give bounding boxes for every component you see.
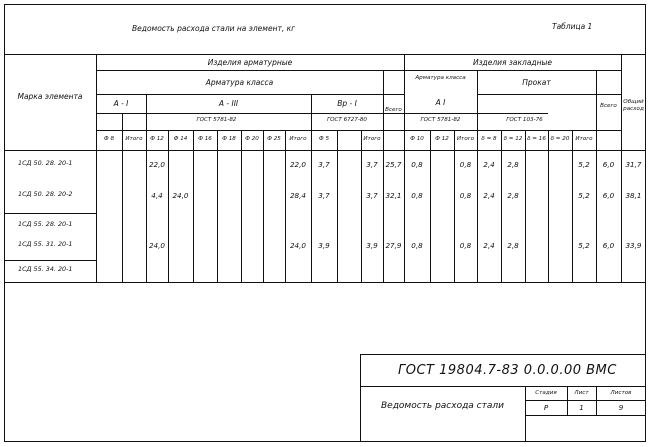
line-v: [572, 130, 573, 282]
stamp-stage-value: Р: [543, 403, 549, 412]
line-v: [241, 130, 242, 282]
table-cell: 24,0: [172, 191, 189, 200]
armature-class-header: Арматура класса: [205, 78, 274, 87]
line-v: [361, 130, 362, 282]
table-cell: 22,0: [148, 160, 165, 169]
table-cell: 2,4: [483, 191, 495, 200]
table-cell: 2,8: [507, 241, 519, 250]
table-cell: 24,0: [289, 241, 306, 250]
line-v: [337, 130, 338, 282]
class-vr1-header: Вр - I: [337, 99, 357, 108]
table-cell: 28,4: [289, 191, 306, 200]
row-mark: 1СД 55. 31. 20-1: [18, 240, 73, 248]
vsego-header-2: Всего: [600, 103, 617, 109]
subcol-header: Ф 20: [245, 136, 259, 142]
stamp-top-border: [360, 354, 646, 355]
table-cell: 0,8: [459, 160, 472, 169]
table-cell: 5,2: [578, 160, 590, 169]
table-cell: 2,4: [483, 160, 495, 169]
line-v: [501, 130, 502, 282]
stamp-line-3: [525, 415, 646, 416]
prokat-header: Прокат: [522, 78, 551, 87]
class-a3-header: А - III: [218, 99, 239, 108]
table-cell: 5,2: [578, 241, 590, 250]
table-cell: 3,9: [366, 241, 378, 250]
subcol-header: Ф 25: [267, 136, 281, 142]
line-v: [525, 130, 526, 282]
line-v: [285, 130, 286, 282]
line-h-header-end: [4, 150, 646, 151]
table-bottom-border: [4, 282, 646, 283]
table-cell: 38,1: [625, 191, 642, 200]
table-cell: 3,7: [318, 191, 330, 200]
table-cell: 33,9: [625, 241, 642, 250]
stamp-sheet-label: Лист: [574, 390, 589, 396]
document-title: Ведомость расхода стали на элемент, кг: [132, 24, 296, 33]
table-cell: 0,8: [411, 191, 423, 200]
subcol-header: δ = 12: [503, 136, 523, 142]
line-v-mark: [96, 54, 97, 282]
table-cell: 0,8: [411, 160, 423, 169]
table-cell: 32,1: [385, 191, 402, 200]
table-cell: 3,9: [318, 241, 330, 250]
table-cell: 5,2: [578, 191, 590, 200]
table-cell: 0,8: [459, 241, 472, 250]
line-v: [168, 130, 169, 282]
subcol-header: Ф 12: [150, 136, 164, 142]
table-cell: 2,8: [507, 160, 519, 169]
subcol-header: Ф 18: [222, 136, 236, 142]
total-header: Общий расход: [623, 99, 644, 113]
line-h-gost-b: [404, 113, 548, 114]
table-cell: 0,8: [411, 241, 423, 250]
subcol-header: Итого: [363, 136, 381, 142]
stamp-left-border: [360, 354, 361, 442]
stamp-line-2: [525, 400, 646, 401]
emb-gost-5781-header: ГОСТ 5781-82: [420, 117, 461, 123]
line-h-prokat: [477, 94, 621, 95]
group-armature-header: Изделия арматурные: [207, 58, 293, 67]
row-mark: 1СД 50. 28. 20-1: [18, 159, 73, 167]
col-mark-header: Марка элемента: [17, 92, 83, 101]
gost-5781-header: ГОСТ 5781-82: [196, 117, 237, 123]
stamp-sheets-value: 9: [618, 403, 624, 412]
line-v: [596, 70, 597, 282]
subcol-header: Ф 12: [435, 136, 449, 142]
table-cell: 31,7: [625, 160, 642, 169]
table-cell: 6,0: [602, 241, 615, 250]
table-label: Таблица 1: [552, 22, 593, 31]
vsego-header-1: Всего: [385, 107, 402, 113]
subcol-header: Итого: [575, 136, 593, 142]
line-h-classes: [96, 94, 404, 95]
table-cell: 2,4: [483, 241, 495, 250]
table-cell: 3,7: [318, 160, 330, 169]
subcol-header: δ = 20: [550, 136, 570, 142]
table-cell: 22,0: [289, 160, 306, 169]
class-a1-header: А - I: [113, 99, 129, 108]
table-cell: 24,0: [148, 241, 165, 250]
line-v: [430, 130, 431, 282]
group-embedded-header: Изделия закладные: [472, 58, 553, 67]
stamp-document-name: Ведомость расхода стали: [380, 401, 504, 411]
stamp-designation: ГОСТ 19804.7-83 0.0.0.00 ВМС: [398, 363, 617, 378]
row-mark: 1СД 55. 34. 20-1: [18, 265, 73, 273]
emb-armature-class-header: Арматура класса: [415, 75, 466, 81]
line-v: [454, 130, 455, 282]
table-cell: 6,0: [602, 191, 615, 200]
line-h-mark-3: [4, 213, 97, 214]
subcol-header: Итого: [456, 136, 475, 142]
table-cell: 3,7: [366, 191, 378, 200]
subcol-header: Ф 16: [198, 136, 212, 142]
gost-103-header: ГОСТ 103-76: [506, 117, 543, 123]
line-h-subcols: [96, 130, 621, 131]
table-top-border: [4, 54, 646, 55]
stamp-stage-label: Стадия: [535, 390, 557, 396]
line-v: [548, 130, 549, 282]
line-h-mark-5: [4, 260, 97, 261]
subcol-header: Ф 8: [103, 136, 115, 142]
subcol-header: Итого: [289, 136, 307, 142]
row-mark: 1СД 50. 28. 20-2: [18, 190, 73, 198]
row-mark: 1СД 55. 28. 20-1: [18, 220, 73, 228]
subcol-header: Ф 14: [173, 136, 188, 142]
line-v: [383, 70, 384, 282]
table-cell: 0,8: [459, 191, 472, 200]
line-h-groups: [96, 70, 621, 71]
stamp-sheet-value: 1: [579, 403, 584, 412]
line-v: [217, 130, 218, 282]
line-v: [477, 70, 478, 282]
emb-class-header: А I: [435, 98, 446, 107]
subcol-header: Ф 5: [318, 136, 330, 142]
line-v: [263, 130, 264, 282]
stamp-sheets-label: Листов: [610, 390, 632, 396]
line-h-gost-a: [96, 113, 404, 114]
stamp-line-1: [360, 386, 646, 387]
table-cell: 25,7: [385, 160, 402, 169]
subcol-header: δ = 8: [481, 136, 497, 142]
table-cell: 27,9: [385, 241, 402, 250]
table-cell: 6,0: [602, 160, 615, 169]
gost-6727-header: ГОСТ 6727-80: [327, 117, 367, 123]
subcol-header: Ф 10: [410, 136, 424, 142]
subcol-header: Итого: [125, 136, 143, 142]
subcol-header: δ = 16: [527, 136, 546, 142]
line-v: [193, 130, 194, 282]
table-cell: 4,4: [151, 191, 163, 200]
table-cell: 3,7: [366, 160, 378, 169]
table-cell: 2,8: [507, 191, 519, 200]
